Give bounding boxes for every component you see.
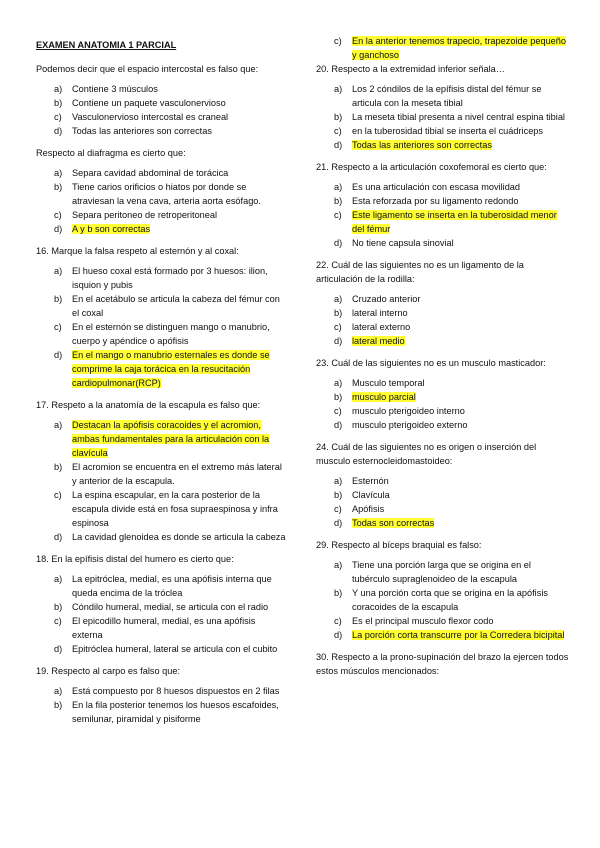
option-text: A y b son correctas — [72, 224, 151, 234]
option-list — [36, 264, 286, 390]
option-text: El acromion se encuentra en el extremo más lateral y anterior de la escapula. — [72, 462, 282, 486]
option-list — [316, 558, 570, 642]
option-item — [316, 614, 570, 628]
option-text: La meseta tibial presenta a nivel central espina tibial — [352, 112, 565, 122]
option-item — [316, 474, 570, 488]
option-item — [316, 418, 570, 432]
option-text: Cruzado anterior — [352, 294, 421, 304]
option-text: Apófisis — [352, 504, 385, 514]
right-questions — [316, 62, 570, 678]
option-text: En el esternón se distinguen mango o manubrio, cuerpo y apéndice o apófisis — [72, 322, 270, 346]
question-block — [316, 356, 570, 432]
question-text: 22. Cuál de las siguientes no es un ligamento de la articulación de la rodilla: — [316, 260, 524, 284]
option-text: Contiene un paquete vasculonervioso — [72, 98, 226, 108]
option-letter: a) — [334, 378, 343, 388]
option-letter: c) — [334, 36, 342, 46]
option-text: Separa peritoneo de retroperitoneal — [72, 210, 218, 220]
question-block — [316, 62, 570, 152]
option-text: Esta reforzada por su ligamento redondo — [352, 196, 519, 206]
option-item — [316, 292, 570, 306]
option-item — [36, 264, 286, 292]
question-block — [36, 552, 286, 656]
option-letter: a) — [54, 266, 63, 276]
option-letter: d) — [334, 140, 343, 150]
option-text: Tiene carios orificios o hiatos por donde se atraviesan la vena cava, arteria aorta esófago. — [72, 182, 261, 206]
option-letter: b) — [334, 196, 343, 206]
option-item — [316, 558, 570, 586]
option-letter: a) — [334, 182, 343, 192]
option-text: Es el principal musculo flexor codo — [352, 616, 494, 626]
option-letter: c) — [334, 504, 342, 514]
option-list — [36, 166, 286, 236]
page-title: EXAMEN ANATOMIA 1 PARCIAL — [36, 40, 177, 50]
option-text: lateral interno — [352, 308, 408, 318]
question-text: 23. Cuál de las siguientes no es un musculo masticador: — [316, 358, 546, 368]
option-letter: d) — [54, 532, 63, 542]
option-item — [36, 600, 286, 614]
option-letter: b) — [334, 392, 343, 402]
option-item — [316, 586, 570, 614]
option-letter: d) — [334, 420, 343, 430]
option-letter: d) — [334, 336, 343, 346]
option-letter: b) — [334, 308, 343, 318]
option-text: Tiene una porción larga que se origina en el tubérculo supraglenoideo de la escapula — [352, 560, 531, 584]
option-text: En la anterior tenemos trapecio, trapezoide pequeño y ganchoso — [352, 36, 567, 60]
question-block — [316, 258, 570, 348]
option-letter: c) — [54, 210, 62, 220]
option-letter: b) — [54, 294, 63, 304]
option-text: Epitróclea humeral, lateral se articula con el cubito — [72, 644, 278, 654]
option-item — [316, 236, 570, 250]
option-letter: b) — [54, 602, 63, 612]
option-list — [36, 684, 286, 726]
question-block — [316, 650, 570, 678]
option-list — [316, 474, 570, 530]
option-text: La epitróclea, medial, es una apófisis interna que queda encima de la tróclea — [72, 574, 272, 598]
option-item — [36, 684, 286, 698]
option-item — [316, 180, 570, 194]
option-text: Los 2 cóndilos de la epífisis distal del fémur se articula con la meseta tibial — [352, 84, 542, 108]
option-item — [36, 222, 286, 236]
option-item — [316, 306, 570, 320]
option-text: La espina escapular, en la cara posterior de la escapula divide está en fosa supraespinosa y infra espinosa — [72, 490, 278, 528]
option-item — [316, 390, 570, 404]
option-letter: c) — [54, 490, 62, 500]
option-letter: a) — [54, 686, 63, 696]
option-item — [36, 460, 286, 488]
option-item — [36, 530, 286, 544]
option-list — [316, 376, 570, 432]
option-item — [36, 642, 286, 656]
option-item — [36, 110, 286, 124]
option-letter: c) — [334, 616, 342, 626]
question-text: 24. Cuál de las siguientes no es origen o inserción del musculo esternocleidomastoideo: — [316, 442, 537, 466]
option-list — [36, 82, 286, 138]
question-block — [36, 146, 286, 236]
question-block — [316, 160, 570, 250]
option-text: En el acetábulo se articula la cabeza del fémur con el coxal — [72, 294, 280, 318]
continued-options — [316, 34, 570, 62]
option-item — [316, 502, 570, 516]
option-letter: d) — [54, 644, 63, 654]
question-text: 16. Marque la falsa respeto al esternón y al coxal: — [36, 246, 239, 256]
question-block — [36, 664, 286, 726]
option-list — [316, 292, 570, 348]
option-text: El hueso coxal está formado por 3 huesos: ilion, isquion y pubis — [72, 266, 268, 290]
option-letter: c) — [334, 406, 342, 416]
option-letter: a) — [54, 420, 63, 430]
option-letter: b) — [54, 462, 63, 472]
option-item — [316, 34, 570, 62]
question-block — [316, 440, 570, 530]
option-item — [36, 124, 286, 138]
option-text: Contiene 3 músculos — [72, 84, 158, 94]
question-text: Podemos decir que el espacio intercostal es falso que: — [36, 64, 259, 74]
option-item — [316, 110, 570, 124]
option-text: Separa cavidad abdominal de torácica — [72, 168, 229, 178]
option-text: La cavidad glenoidea es donde se articula la cabeza — [72, 532, 286, 542]
option-list — [36, 418, 286, 544]
option-item — [316, 194, 570, 208]
option-item — [36, 292, 286, 320]
question-block — [316, 538, 570, 642]
option-text: Cóndilo humeral, medial, se articula con el radio — [72, 602, 269, 612]
option-letter: c) — [54, 616, 62, 626]
right-column — [316, 34, 570, 686]
option-text: Está compuesto por 8 huesos dispuestos en 2 filas — [72, 686, 280, 696]
option-item — [36, 572, 286, 600]
option-letter: b) — [54, 98, 63, 108]
option-text: El epicodillo humeral, medial, es una apófisis externa — [72, 616, 256, 640]
option-text: Todas las anteriores son correctas — [352, 140, 492, 150]
option-item — [36, 614, 286, 642]
option-item — [36, 166, 286, 180]
option-item — [316, 516, 570, 530]
option-letter: d) — [54, 350, 63, 360]
option-item — [316, 628, 570, 642]
option-letter: b) — [334, 490, 343, 500]
option-letter: a) — [334, 476, 343, 486]
option-text: musculo parcial — [352, 392, 416, 402]
question-block — [36, 398, 286, 544]
option-text: La porción corta transcurre por la Corredera bicipital — [352, 630, 565, 640]
option-letter: d) — [334, 630, 343, 640]
option-text: lateral externo — [352, 322, 411, 332]
option-text: Es una articulación con escasa movilidad — [352, 182, 521, 192]
option-letter: a) — [334, 560, 343, 570]
question-text: 30. Respecto a la prono-supinación del brazo la ejercen todos estos músculos mencionados: — [316, 652, 569, 676]
option-text: Musculo temporal — [352, 378, 425, 388]
option-item — [36, 96, 286, 110]
option-letter: b) — [54, 700, 63, 710]
option-letter: a) — [54, 574, 63, 584]
option-letter: a) — [334, 84, 343, 94]
option-letter: c) — [334, 322, 342, 332]
option-text: Destacan la apófisis coracoides y el acromion, ambas fundamentales para la articulación con la clavícula — [72, 420, 270, 458]
question-text: 18. En la epífisis distal del humero es cierto que: — [36, 554, 234, 564]
option-letter: a) — [54, 84, 63, 94]
option-item — [36, 208, 286, 222]
option-list — [316, 180, 570, 250]
option-item — [316, 124, 570, 138]
option-letter: a) — [54, 168, 63, 178]
option-text: musculo pterigoideo externo — [352, 420, 468, 430]
option-text: musculo pterigoideo interno — [352, 406, 465, 416]
option-text: En la fila posterior tenemos los huesos escafoides, semilunar, piramidal y pisiforme — [72, 700, 279, 724]
option-letter: c) — [54, 322, 62, 332]
question-text: 19. Respecto al carpo es falso que: — [36, 666, 181, 676]
option-item — [36, 180, 286, 208]
option-letter: b) — [54, 182, 63, 192]
option-text: Este ligamento se inserta en la tuberosidad menor del fémur — [352, 210, 557, 234]
option-item — [316, 138, 570, 152]
option-letter: c) — [334, 210, 342, 220]
option-text: Vasculonervioso intercostal es craneal — [72, 112, 229, 122]
option-text: Clavícula — [352, 490, 390, 500]
option-item — [316, 208, 570, 236]
option-item — [316, 488, 570, 502]
option-letter: c) — [334, 126, 342, 136]
option-list — [36, 572, 286, 656]
option-letter: a) — [334, 294, 343, 304]
option-letter: c) — [54, 112, 62, 122]
question-text: 20. Respecto a la extremidad inferior señala… — [316, 64, 505, 74]
question-block — [36, 244, 286, 390]
option-item — [316, 334, 570, 348]
option-item — [36, 488, 286, 530]
left-questions — [36, 62, 286, 726]
option-text: lateral medio — [352, 336, 405, 346]
option-item — [36, 82, 286, 96]
option-item — [36, 698, 286, 726]
option-item — [36, 418, 286, 460]
option-text: Y una porción corta que se origina en la apófisis coracoides de la escapula — [352, 588, 548, 612]
option-letter: b) — [334, 588, 343, 598]
option-letter: d) — [334, 518, 343, 528]
option-item — [316, 82, 570, 110]
option-item — [316, 404, 570, 418]
option-list — [316, 82, 570, 152]
left-column — [36, 34, 286, 734]
option-item — [316, 376, 570, 390]
option-letter: d) — [334, 238, 343, 248]
option-text: Todas son correctas — [352, 518, 435, 528]
option-item — [36, 348, 286, 390]
option-text: En el mango o manubrio esternales es donde se comprime la caja torácica en la resucitación cardiopulmonar(RCP) — [72, 350, 270, 388]
option-text: No tiene capsula sinovial — [352, 238, 454, 248]
option-item — [36, 320, 286, 348]
option-text: Esternón — [352, 476, 389, 486]
option-item — [316, 320, 570, 334]
question-text: 17. Respeto a la anatomía de la escapula es falso que: — [36, 400, 261, 410]
option-text: Todas las anteriores son correctas — [72, 126, 212, 136]
option-letter: d) — [54, 126, 63, 136]
option-text: en la tuberosidad tibial se inserta el cuádriceps — [352, 126, 544, 136]
option-letter: d) — [54, 224, 63, 234]
question-text: Respecto al diafragma es cierto que: — [36, 148, 186, 158]
option-letter: b) — [334, 112, 343, 122]
question-text: 29. Respecto al bíceps braquial es falso: — [316, 540, 482, 550]
question-block — [36, 62, 286, 138]
question-text: 21. Respecto a la articulación coxofemoral es cierto que: — [316, 162, 547, 172]
